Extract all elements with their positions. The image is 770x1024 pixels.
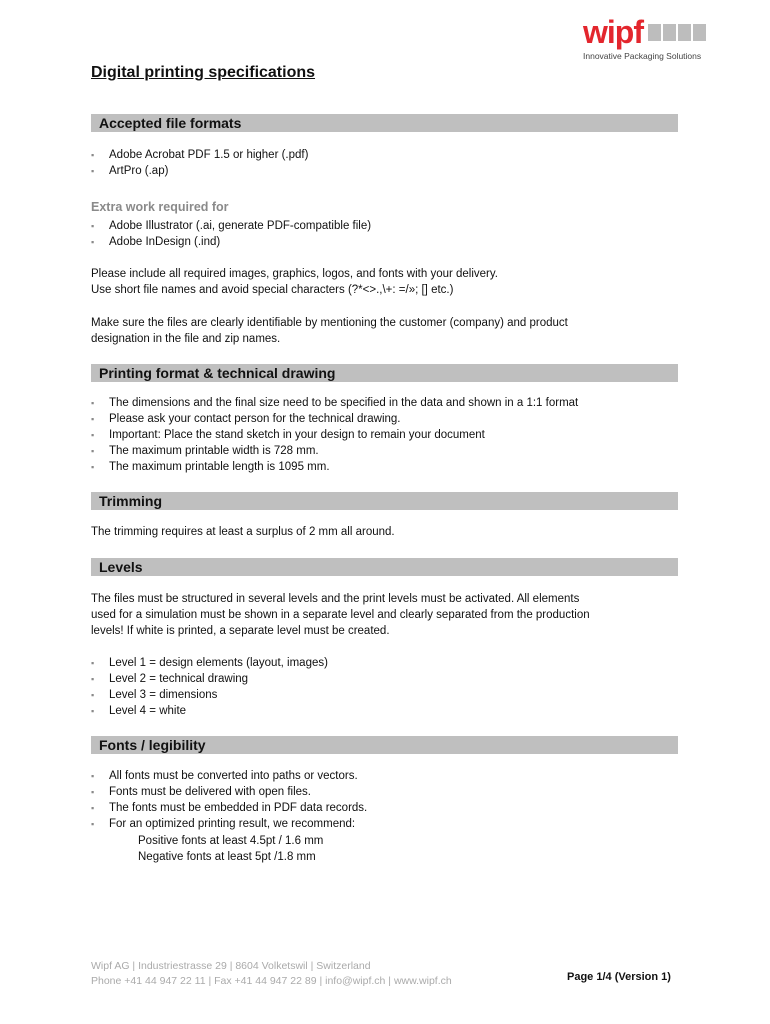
levels-paragraph-line: used for a simulation must be shown in a separate level and clearly separated from the production [91,609,590,621]
include-paragraph-line: Use short file names and avoid special characters (?*<>.,\+: =/»; [] etc.) [91,284,454,296]
section-heading-label: Levels [99,559,143,575]
list-item: ▪ Level 2 = technical drawing [91,671,328,687]
include-paragraph-line: Please include all required images, graphics, logos, and fonts with your delivery. [91,268,498,280]
printing-format-list [91,395,578,475]
wipf-logo [580,14,708,64]
levels-list [91,655,328,719]
section-heading-levels [91,558,678,576]
section-heading-label: Fonts / legibility [99,737,206,753]
fonts-sub-item: Positive fonts at least 4.5pt / 1.6 mm [138,835,324,847]
list-item: ▪ Please ask your contact person for the technical drawing. [91,411,578,427]
page-title: Digital printing specifications [91,64,316,81]
list-item: ▪ For an optimized printing result, we recommend: [91,816,367,832]
logo-wordmark: wipf [583,14,643,50]
extra-work-list [91,218,371,250]
list-item: ▪ The maximum printable length is 1095 mm. [91,459,578,475]
fonts-sub-item: Negative fonts at least 5pt /1.8 mm [138,851,316,863]
list-item: ▪ Level 1 = design elements (layout, images) [91,655,328,671]
list-item: ▪ Adobe InDesign (.ind) [91,234,371,250]
list-item: ▪ Adobe Illustrator (.ai, generate PDF-compatible file) [91,218,371,234]
trimming-text: The trimming requires at least a surplus of 2 mm all around. [91,526,395,538]
section-heading-label: Trimming [99,493,163,509]
identify-paragraph-line: Make sure the files are clearly identifiable by mentioning the customer (company) and product [91,317,568,329]
identify-paragraph-line: designation in the file and zip names. [91,333,281,345]
list-item: ▪ Adobe Acrobat PDF 1.5 or higher (.pdf) [91,147,308,163]
footer-line-address: Wipf AG | Industriestrasse 29 | 8604 Volketswil | Switzerland [91,960,371,972]
list-item: ▪ The dimensions and the final size need to be specified in the data and shown in a 1:1 format [91,395,578,411]
list-item: ▪ Level 4 = white [91,703,328,719]
levels-paragraph-line: The files must be structured in several levels and the print levels must be activated. All elements [91,593,580,605]
logo-squares-icon [648,24,706,41]
footer-line-contact: Phone +41 44 947 22 11 | Fax +41 44 947 22 89 | info@wipf.ch | www.wipf.ch [91,975,452,987]
extra-work-heading: Extra work required for [91,200,229,214]
list-item: ▪ Fonts must be delivered with open files. [91,784,367,800]
section-heading-trimming [91,492,678,510]
section-heading-label: Accepted file formats [99,115,242,131]
section-heading-file-formats [91,114,678,132]
list-item: ▪ ArtPro (.ap) [91,163,308,179]
list-item: ▪ Level 3 = dimensions [91,687,328,703]
list-item: ▪ The fonts must be embedded in PDF data records. [91,800,367,816]
section-heading-printing-format [91,364,678,382]
list-item: ▪ All fonts must be converted into paths or vectors. [91,768,367,784]
section-heading-fonts [91,736,678,754]
list-item: ▪ Important: Place the stand sketch in your design to remain your document [91,427,578,443]
list-item: ▪ The maximum printable width is 728 mm. [91,443,578,459]
footer-address [91,959,452,989]
file-formats-list [91,147,308,179]
levels-paragraph-line: levels! If white is printed, a separate level must be created. [91,625,390,637]
fonts-list [91,768,367,832]
section-heading-label: Printing format & technical drawing [99,365,336,381]
logo-tagline: Innovative Packaging Solutions [583,51,702,61]
page-number: Page 1/4 (Version 1) [567,971,671,983]
